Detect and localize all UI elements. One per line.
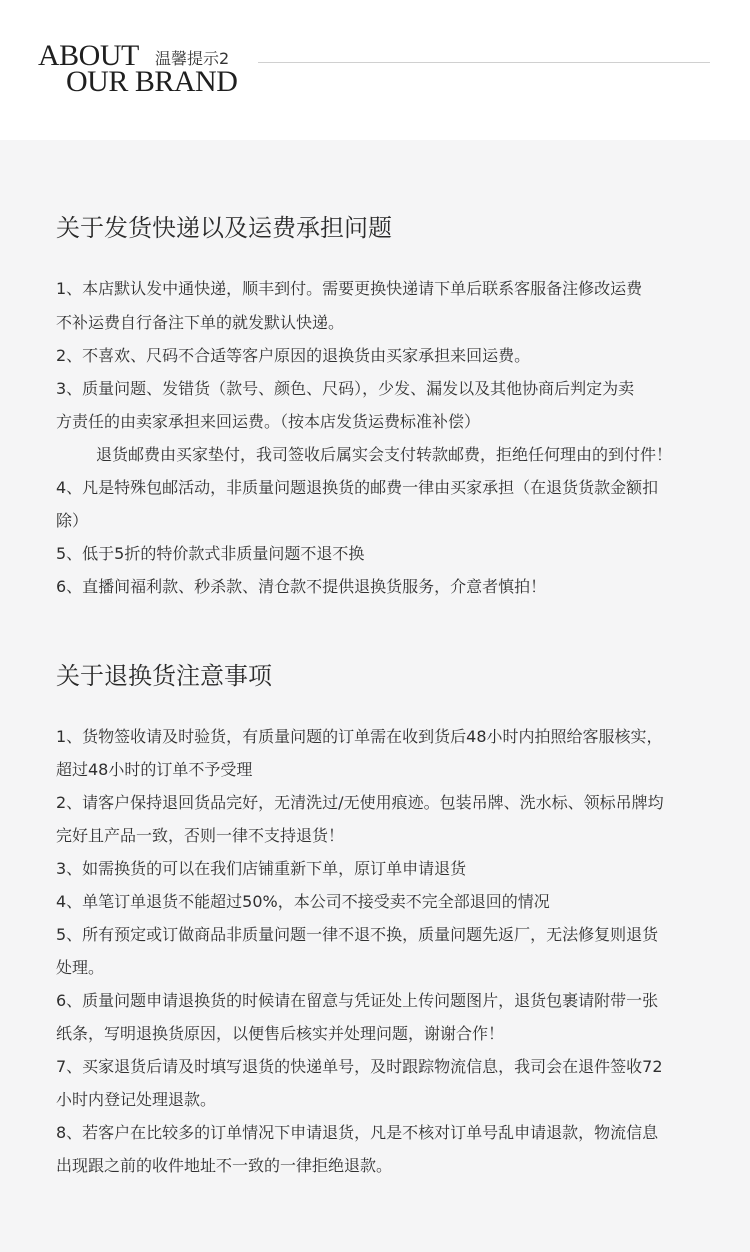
returns-line: 小时内登记处理退款。 xyxy=(56,1090,217,1109)
returns-line: 6、质量问题申请退换货的时候请在留意与凭证处上传问题图片，退货包裹请附带一张 xyxy=(56,991,659,1010)
header-divider xyxy=(258,62,710,63)
header-subtitle: 温馨提示2 xyxy=(155,49,230,68)
shipping-line: 除） xyxy=(56,511,89,530)
shipping-line: 4、凡是特殊包邮活动，非质量问题退换货的邮费一律由买家承担（在退货货款金额扣 xyxy=(56,478,659,497)
shipping-section-title: 关于发货快递以及运费承担问题 xyxy=(56,214,392,242)
returns-line: 完好且产品一致，否则一律不支持退货！ xyxy=(56,826,345,845)
shipping-line: 方责任的由卖家承担来回运费。（按本店发货运费标准补偿） xyxy=(56,412,481,431)
returns-line: 纸条，写明退换货原因，以便售后核实并处理问题，谢谢合作！ xyxy=(56,1024,505,1043)
returns-line: 3、如需换货的可以在我们店铺重新下单，原订单申请退货 xyxy=(56,859,467,878)
brand-name-line1: ABOUT xyxy=(38,39,139,72)
shipping-line: 1、本店默认发中通快递，顺丰到付。需要更换快递请下单后联系客服备注修改运费 xyxy=(56,279,643,298)
brand-name-line2: OUR BRAND xyxy=(66,65,238,98)
returns-line: 4、单笔订单退货不能超过50%，本公司不接受卖不完全部退回的情况 xyxy=(56,892,550,911)
shipping-line: 3、质量问题、发错货（款号、颜色、尺码），少发、漏发以及其他协商后判定为卖 xyxy=(56,379,635,398)
shipping-line: 6、直播间福利款、秒杀款、清仓款不提供退换货服务，介意者慎拍！ xyxy=(56,577,547,596)
shipping-line-indented: 退货邮费由买家垫付，我司签收后属实会支付转款邮费，拒绝任何理由的到付件！ xyxy=(96,445,673,464)
returns-line: 5、所有预定或订做商品非质量问题一律不退不换，质量问题先返厂，无法修复则退货 xyxy=(56,925,659,944)
returns-line: 处理。 xyxy=(56,958,105,977)
returns-line: 出现跟之前的收件地址不一致的一律拒绝退款。 xyxy=(56,1156,393,1175)
header xyxy=(0,0,750,140)
returns-line: 7、买家退货后请及时填写退货的快递单号，及时跟踪物流信息，我司会在退件签收72 xyxy=(56,1057,663,1076)
notice-content xyxy=(0,140,750,1252)
returns-line: 1、货物签收请及时验货，有质量问题的订单需在收到货后48小时内拍照给客服核实， xyxy=(56,727,663,746)
shipping-line: 2、不喜欢、尺码不合适等客户原因的退换货由买家承担来回运费。 xyxy=(56,346,531,365)
shipping-line: 不补运费自行备注下单的就发默认快递。 xyxy=(56,313,345,332)
shipping-line: 5、低于5折的特价款式非质量问题不退不换 xyxy=(56,544,365,563)
returns-line: 2、请客户保持退回货品完好，无清洗过/无使用痕迹。包装吊牌、洗水标、领标吊牌均 xyxy=(56,793,664,812)
returns-line: 8、若客户在比较多的订单情况下申请退货，凡是不核对订单号乱申请退款，物流信息 xyxy=(56,1123,659,1142)
returns-line: 超过48小时的订单不予受理 xyxy=(56,760,253,779)
returns-section-title: 关于退换货注意事项 xyxy=(56,662,272,690)
